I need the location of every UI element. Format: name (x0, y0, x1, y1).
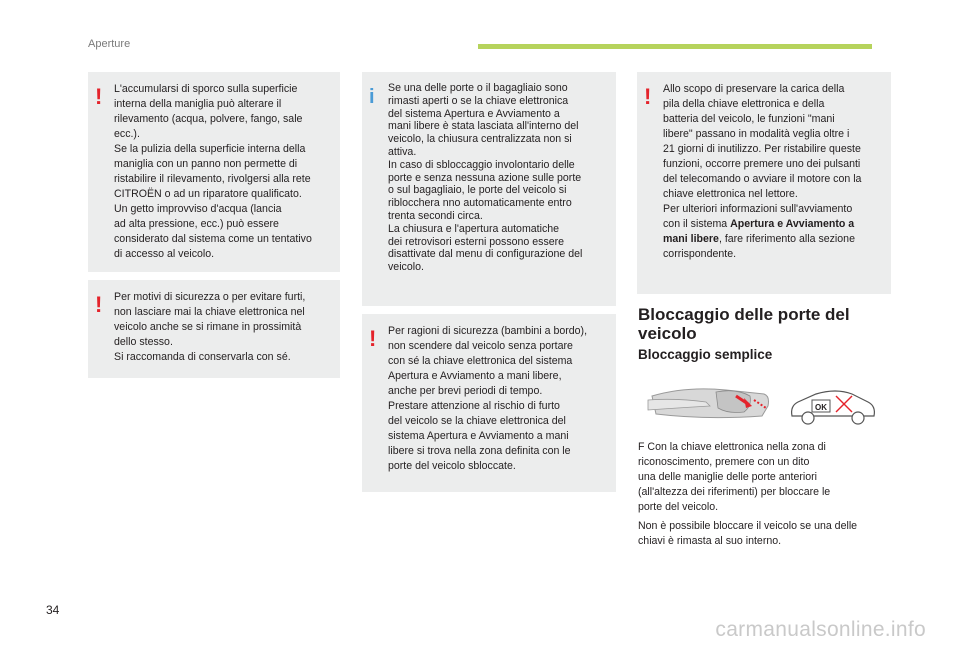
section-heading: Bloccaggio delle porte del veicolo (638, 305, 850, 343)
section-title: Aperture (88, 38, 131, 50)
hand-on-handle-illustration (646, 376, 776, 428)
warning-battery-bold: Apertura e Avviamento a mani libere (663, 218, 855, 245)
warning-text-theft: Per motivi di sicurezza o per evitare furti, non lasciare mai la chiave elettronica nel veicolo anche se si rimane in prossimità dello stesso. Si raccomanda di conservarla con sé. (114, 291, 306, 363)
warning-icon: ! (644, 84, 652, 109)
warning-box-children (362, 314, 616, 492)
warning-battery-part1: Allo scopo di preservare la carica della pila della chiave elettronica e della batteria del veicolo, le funzioni "mani libere" passano in modalità veglia oltre i 21 giorni di inutilizzo. Per ristabilire queste funzioni, occorre premere uno dei pulsanti del telecomando o avviare il motore con la chiave elettronica nel lettore. Per ulteriori informazioni sull'avviamento con il sistema (663, 83, 862, 230)
warning-battery-part2: , fare riferimento alla sezione corrispondente. (663, 233, 855, 260)
watermark-logo: carmanualsonline.info (715, 618, 926, 641)
info-icon: i (369, 86, 375, 108)
page-number: 34 (46, 603, 60, 617)
warning-box-theft (88, 280, 340, 378)
subsection-heading: Bloccaggio semplice (638, 347, 773, 362)
warning-text-dirt: L'accumularsi di sporco sulla superficie interna della maniglia può alterare il rilevamento (acqua, polvere, fango, sale ecc.). Se la pulizia della superficie interna della maniglia con un panno non permette di ristabilire il rilevamento, rivolgersi alla rete CITROËN o ad un riparatore qualificato. Un getto improvviso d'acqua (lancia ad alta pressione, ecc.) può essere considerato dal sistema come un tentativo di accesso al veicolo. (114, 83, 312, 260)
warning-text-children: Per ragioni di sicurezza (bambini a bordo), non scendere dal veicolo senza portare con sé la chiave elettronica del sistema Apertura e Avviamento a mani libere, anche per brevi periodi di tempo. Prestare attenzione al rischio di furto del veicolo se la chiave elettronica del sistema Apertura e Avviamento a mani libere si trova nella zona definita con le porte del veicolo sbloccate. (388, 325, 588, 472)
ok-badge-label: OK (815, 403, 827, 412)
info-box-doors (362, 72, 616, 306)
warning-text-battery (663, 82, 883, 262)
warning-icon: ! (95, 84, 103, 109)
warning-icon: ! (95, 292, 103, 317)
warning-icon: ! (369, 326, 377, 351)
step-lock-doors: F Con la chiave elettronica nella zona di riconoscimento, premere con un dito una delle maniglie delle porte anteriori (all'altezza dei riferimenti) per bloccare le porte del veicolo. (638, 441, 831, 513)
warning-box-battery (637, 72, 891, 294)
info-text-doors: Se una delle porte o il bagagliaio sono rimasti aperti o se la chiave elettronica del sistema Apertura e Avviamento a mani libere è stata lasciata all'interno del veicolo, la chiusura centralizzata non si attiva. In caso di sbloccaggio involontario delle porte e senza nessuna azione sulle porte o sul bagagliaio, le porte del veicolo si riblocchera nno automaticamente entro trenta secondi circa. La chiusura e l'apertura automatiche dei retrovisori esterni possono essere disattivate dal menu di configurazione del veicolo. (388, 82, 583, 274)
note-key-inside: Non è possibile bloccare il veicolo se una delle chiavi è rimasta al suo interno. (638, 520, 858, 547)
warning-box-dirt (88, 72, 340, 272)
car-locked-illustration (786, 384, 880, 428)
header-accent-bar (478, 44, 872, 49)
